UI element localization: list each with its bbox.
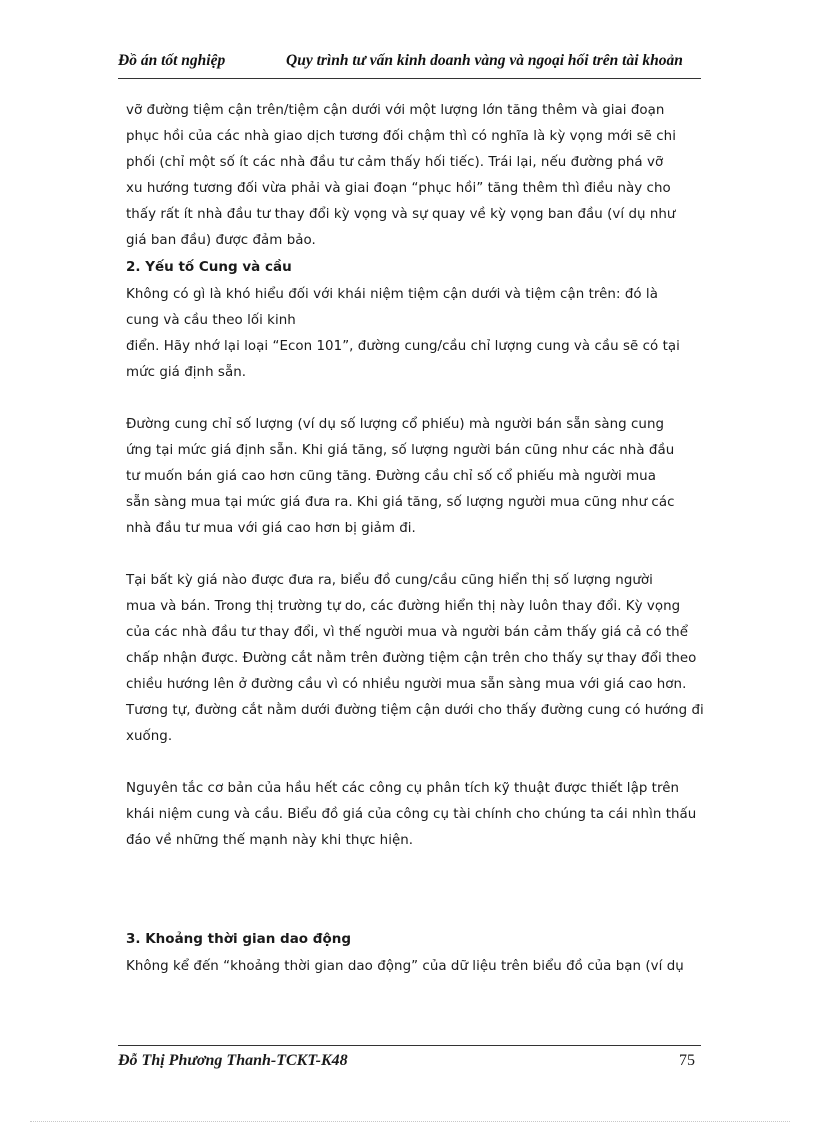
footer-divider <box>118 1045 701 1046</box>
page-header <box>118 52 698 76</box>
text-line: Tương tự, đường cắt nằm dưới đường tiệm cận dưới cho thấy đường cung có hướng đi <box>126 703 704 718</box>
header-left-title: Đồ án tốt nghiệp <box>118 52 226 69</box>
footer-author: Đỗ Thị Phương Thanh-TCKT-K48 <box>118 1052 348 1069</box>
text-line: xu hướng tương đối vừa phải và giai đoạn “phục hồi” tăng thêm thì điều này cho <box>126 181 671 196</box>
text-line: chấp nhận được. Đường cắt nằm trên đường tiệm cận trên cho thấy sự thay đổi theo <box>126 651 697 666</box>
text-line: Nguyên tắc cơ bản của hầu hết các công cụ phân tích kỹ thuật được thiết lập trên <box>126 781 680 796</box>
text-line: chiều hướng lên ở đường cầu vì có nhiều người mua sẵn sàng mua với giá cao hơn. <box>126 677 687 692</box>
text-line: cung và cầu theo lối kinh <box>126 313 296 328</box>
text-line: khái niệm cung và cầu. Biểu đồ giá của công cụ tài chính cho chúng ta cái nhìn thấu <box>126 807 697 822</box>
paragraph-5 <box>126 954 706 980</box>
text-line: phối (chỉ một số ít các nhà đầu tư cảm thấy hối tiếc). Trái lại, nếu đường phá vỡ <box>126 155 664 170</box>
text-line: mức giá định sẵn. <box>126 365 247 380</box>
paragraph-1 <box>126 282 706 386</box>
text-line: Tại bất kỳ giá nào được đưa ra, biểu đồ cung/cầu cũng hiển thị số lượng người <box>126 573 653 588</box>
page-number: 75 <box>679 1052 695 1069</box>
paragraph-4 <box>126 776 706 854</box>
text-line: thấy rất ít nhà đầu tư thay đổi kỳ vọng và sự quay về kỳ vọng ban đầu (ví dụ như <box>126 207 676 222</box>
text-line: xuống. <box>126 729 173 744</box>
text-line: vỡ đường tiệm cận trên/tiệm cận dưới với một lượng lớn tăng thêm và giai đoạn <box>126 103 665 118</box>
text-line: điển. Hãy nhớ lại loại “Econ 101”, đường cung/cầu chỉ lượng cung và cầu sẽ có tại <box>126 339 680 354</box>
section-heading-2: 2. Yếu tố Cung và cầu <box>126 259 292 275</box>
paragraph-2 <box>126 412 706 542</box>
text-line: sẵn sàng mua tại mức giá đưa ra. Khi giá tăng, số lượng người mua cũng như các <box>126 495 675 510</box>
text-line: mua và bán. Trong thị trường tự do, các đường hiển thị này luôn thay đổi. Kỳ vọng <box>126 599 681 614</box>
text-line: giá ban đầu) được đảm bảo. <box>126 233 316 248</box>
text-line: nhà đầu tư mua với giá cao hơn bị giảm đi. <box>126 521 416 536</box>
text-line: Đường cung chỉ số lượng (ví dụ số lượng cổ phiếu) mà người bán sẵn sàng cung <box>126 417 665 432</box>
page-edge-dotted-line <box>30 1121 790 1122</box>
header-right-title: Quy trình tư vấn kinh doanh vàng và ngoại hối trên tài khoản <box>286 52 683 69</box>
text-line: Không kể đến “khoảng thời gian dao động” của dữ liệu trên biểu đồ của bạn (ví dụ <box>126 959 684 974</box>
paragraph-3 <box>126 568 706 750</box>
text-line: đáo về những thế mạnh này khi thực hiện. <box>126 833 414 848</box>
text-line: tư muốn bán giá cao hơn cũng tăng. Đường cầu chỉ số cổ phiếu mà người mua <box>126 469 656 484</box>
text-line: Không có gì là khó hiểu đối với khái niệm tiệm cận dưới và tiệm cận trên: đó là <box>126 287 658 302</box>
section-heading-3: 3. Khoảng thời gian dao động <box>126 931 351 947</box>
text-line: phục hồi của các nhà giao dịch tương đối chậm thì có nghĩa là kỳ vọng mới sẽ chi <box>126 129 676 144</box>
intro-paragraph <box>126 98 706 254</box>
text-line: ứng tại mức giá định sẵn. Khi giá tăng, số lượng người bán cũng như các nhà đầu <box>126 443 675 458</box>
text-line: của các nhà đầu tư thay đổi, vì thế người mua và người bán cảm thấy giá cả có thể <box>126 625 689 640</box>
page-body <box>126 98 706 980</box>
header-divider <box>118 78 701 79</box>
